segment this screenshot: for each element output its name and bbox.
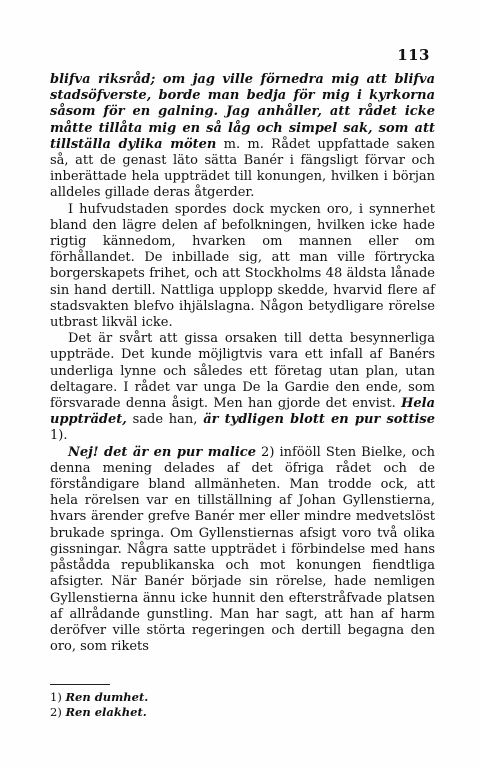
footnotes: [50, 690, 435, 720]
italic-text: Nej! det är en pur malice: [68, 444, 256, 460]
footnote-text: Ren dumhet.: [65, 690, 149, 704]
paragraph: [50, 202, 435, 332]
text-run: m. m. Rådet uppfattade saken så, att de genast läto sätta Banér i fängsligt förvar och inberättade hela uppträdet till konungen, hvilken i början alldeles gillade deras åtgerder.: [50, 136, 435, 201]
italic-text: Hela uppträdet,: [50, 396, 435, 428]
footnote-text: Ren elakhet.: [65, 705, 147, 719]
text-run: 2) infööll Sten Bielke, och denna mening delades af det öfriga rådet och de förståndigare bland allmänheten. Man trodde ock, att hela rörelsen var en tillställning af Johan Gyllenstierna, hvars ärender grefve Banér mer eller mindre medvetslöst brukade springa. Om Gyllenstiernas afsigt voro två olika gissningar. Några satte uppträdet i förbindelse med hans påstådda republikanska och mot konungen fiendtliga afsigter. När Banér började sin rörelse, hade nemligen Gyllenstierna ännu icke hunnit den efterstråfvade platsen af allrådande gunstling. Man har sagt, att han af harm deröfver ville störta regeringen och dertill begagna den oro, som rikets: [50, 444, 435, 655]
footnote: [50, 705, 435, 720]
italic-text: är tydligen blott en pur sottise: [203, 412, 435, 428]
footnote-marker: 2): [50, 705, 62, 719]
page-number: 113: [397, 46, 430, 64]
footnote: [50, 690, 435, 705]
body-text: [50, 72, 435, 655]
paragraph: [50, 331, 435, 444]
italic-text: blifva riksråd; om jag ville förnedra mig att blifva stadsöfverste, borde man bedja för mig i kyrkorna såsom för en galning. Jag anhåller, att rådet icke måtte tillåta mig en så låg och simpel sak, som att tillställa dylika möten: [50, 72, 435, 152]
paragraph: [50, 445, 435, 656]
footnote-separator: [50, 684, 110, 685]
paragraph: [50, 72, 435, 202]
text-run: sade han,: [126, 412, 204, 428]
text-run: Det är svårt att gissa orsaken till detta besynnerliga uppträde. Det kunde möjligtvis vara ett infall af Banérs underliga lynne och således ett företag utan plan, utan deltagare. I rådet var unga De la Gardie den ende, som försvarade denna åsigt. Men han gjorde det envist.: [50, 331, 435, 412]
text-run: 1).: [50, 428, 68, 444]
text-run: I hufvudstaden spordes dock mycken oro, i synnerhet bland den lägre delen af befolkningen, hvilken icke hade rigtig kännedom, hvarken om mannen eller om förhållandet. De inbillade sig, att man ville förtrycka borgerskapets frihet, och att Stockholms 48 äldsta lånade sin hand dertill. Nattliga upplopp skedde, hvarvid flere af stadsvakten blefvo ihjälslagna. Någon betydligare rörelse utbrast likväl icke.: [50, 201, 435, 331]
footnote-marker: 1): [50, 690, 62, 704]
